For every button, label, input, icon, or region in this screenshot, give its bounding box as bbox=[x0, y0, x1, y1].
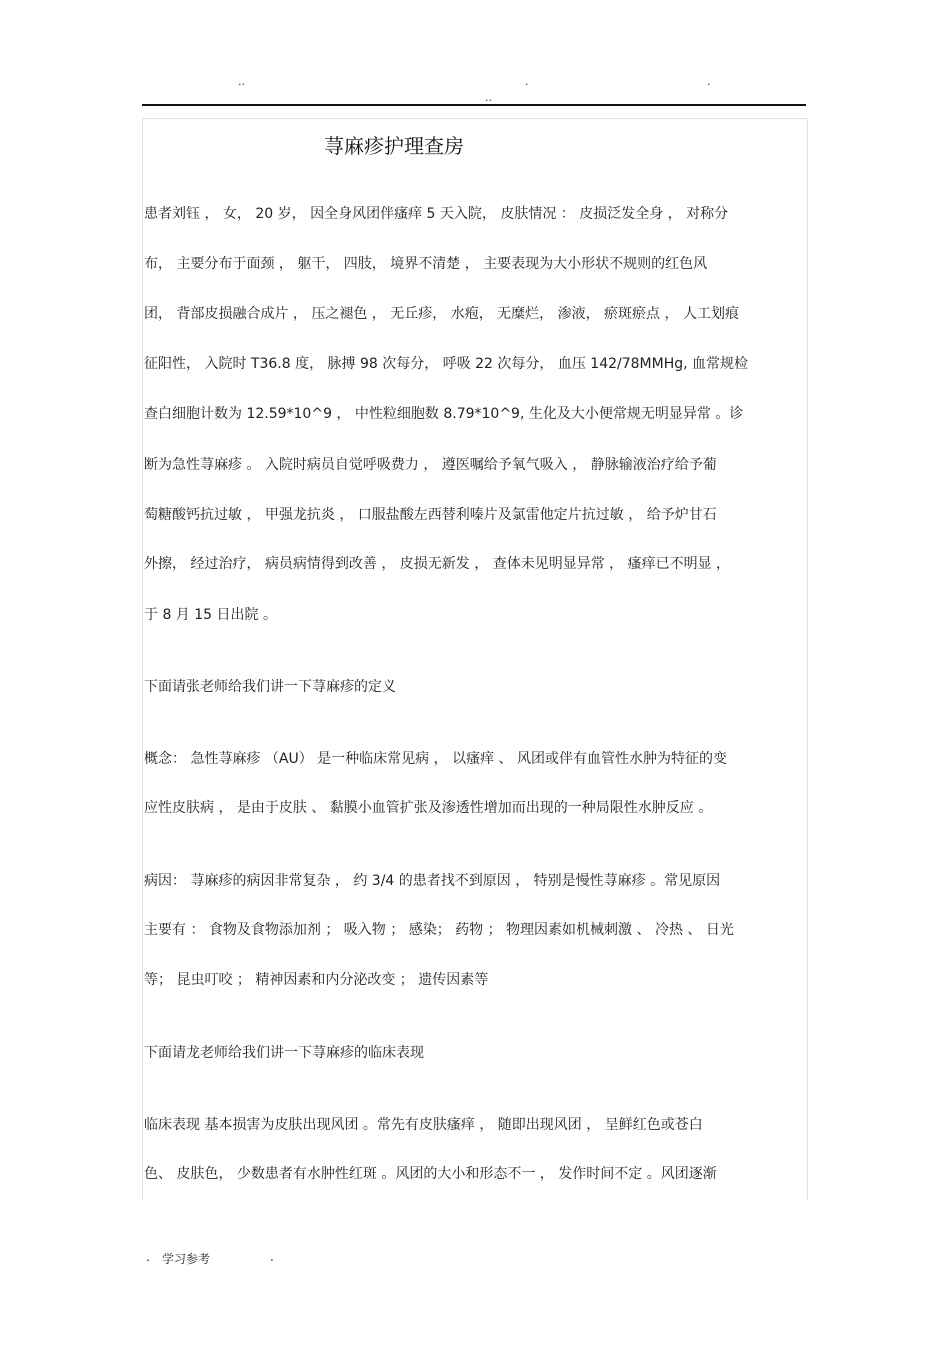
header-rule bbox=[142, 104, 806, 106]
paragraph-line: 布， 主要分布于面颈 ， 躯干， 四肢， 境界不清楚 ， 主要表现为大小形状不规则的红色风 bbox=[144, 256, 708, 272]
header-dot-center: . bbox=[525, 75, 529, 88]
paragraph-line: 征阳性， 入院时 T36.8 度， 脉搏 98 次每分， 呼吸 22 次每分， 血压 142/78MMHg, 血常规检 bbox=[144, 356, 749, 372]
section-prompt-definition: 下面请张老师给我们讲一下荨麻疹的定义 bbox=[144, 679, 396, 695]
paragraph-line: 病因： 荨麻疹的病因非常复杂 ， 约 3/4 的患者找不到原因 ， 特别是慢性荨麻疹 。常见原因 bbox=[144, 873, 721, 889]
section-prompt-clinical: 下面请龙老师给我们讲一下荨麻疹的临床表现 bbox=[144, 1045, 424, 1061]
header-dot-right: . bbox=[707, 75, 711, 88]
footer-dot-right: . bbox=[270, 1250, 274, 1264]
paragraph-line: 临床表现 基本损害为皮肤出现风团 。常先有皮肤瘙痒 ， 随即出现风团 ， 呈鲜红色或苍白 bbox=[144, 1117, 703, 1133]
paragraph-line: 于 8 月 15 日出院 。 bbox=[144, 607, 277, 623]
header-dots-center-bottom: .. bbox=[485, 91, 492, 104]
paragraph-line: 应性皮肤病 ， 是由于皮肤 、 黏膜小血管扩张及渗透性增加而出现的一种局限性水肿反应 。 bbox=[144, 800, 713, 816]
paragraph-line: 患者刘钰 ， 女， 20 岁， 因全身风团伴瘙痒 5 天入院， 皮肤情况 ： 皮损泛发全身 ， 对称分 bbox=[144, 206, 729, 222]
content-frame bbox=[142, 118, 808, 1201]
paragraph-line: 外擦， 经过治疗， 病员病情得到改善 ， 皮损无新发 ， 查体未见明显异常 ， 瘙痒已不明显 ， bbox=[144, 556, 731, 572]
paragraph-line: 萄糖酸钙抗过敏 ， 甲强龙抗炎 ， 口服盐酸左西替利嗪片及氯雷他定片抗过敏 ， 给予炉甘石 bbox=[144, 507, 717, 523]
paragraph-line: 查白细胞计数为 12.59*10^9 ， 中性粒细胞数 8.79*10^9, 生化及大小便常规无明显异常 。诊 bbox=[144, 406, 744, 422]
document-title: 荨麻疹护理查房 bbox=[324, 134, 464, 158]
header-dots-left: .. bbox=[238, 75, 245, 88]
paragraph-line: 概念： 急性荨麻疹 （AU） 是一种临床常见病 ， 以瘙痒 、 风团或伴有血管性水肿为特征的变 bbox=[144, 751, 727, 767]
paragraph-line: 断为急性荨麻疹 。 入院时病员自觉呼吸费力 ， 遵医嘱给予氧气吸入 ， 静脉输液治疗给予葡 bbox=[144, 457, 717, 473]
footer-label: 学习参考 bbox=[162, 1252, 211, 1266]
paragraph-line: 等； 昆虫叮咬 ； 精神因素和内分泌改变 ； 遗传因素等 bbox=[144, 972, 489, 988]
paragraph-line: 色、 皮肤色， 少数患者有水肿性红斑 。风团的大小和形态不一 ， 发作时间不定 。风团逐渐 bbox=[144, 1166, 717, 1182]
footer-dot-left: . bbox=[146, 1250, 150, 1264]
paragraph-line: 团， 背部皮损融合成片 ， 压之褪色 ， 无丘疹， 水疱， 无糜烂， 渗液， 瘀斑瘀点 ， 人工划痕 bbox=[144, 306, 739, 322]
paragraph-line: 主要有 ： 食物及食物添加剂 ； 吸入物 ； 感染； 药物 ； 物理因素如机械刺激 、 冷热 、 日光 bbox=[144, 922, 734, 938]
